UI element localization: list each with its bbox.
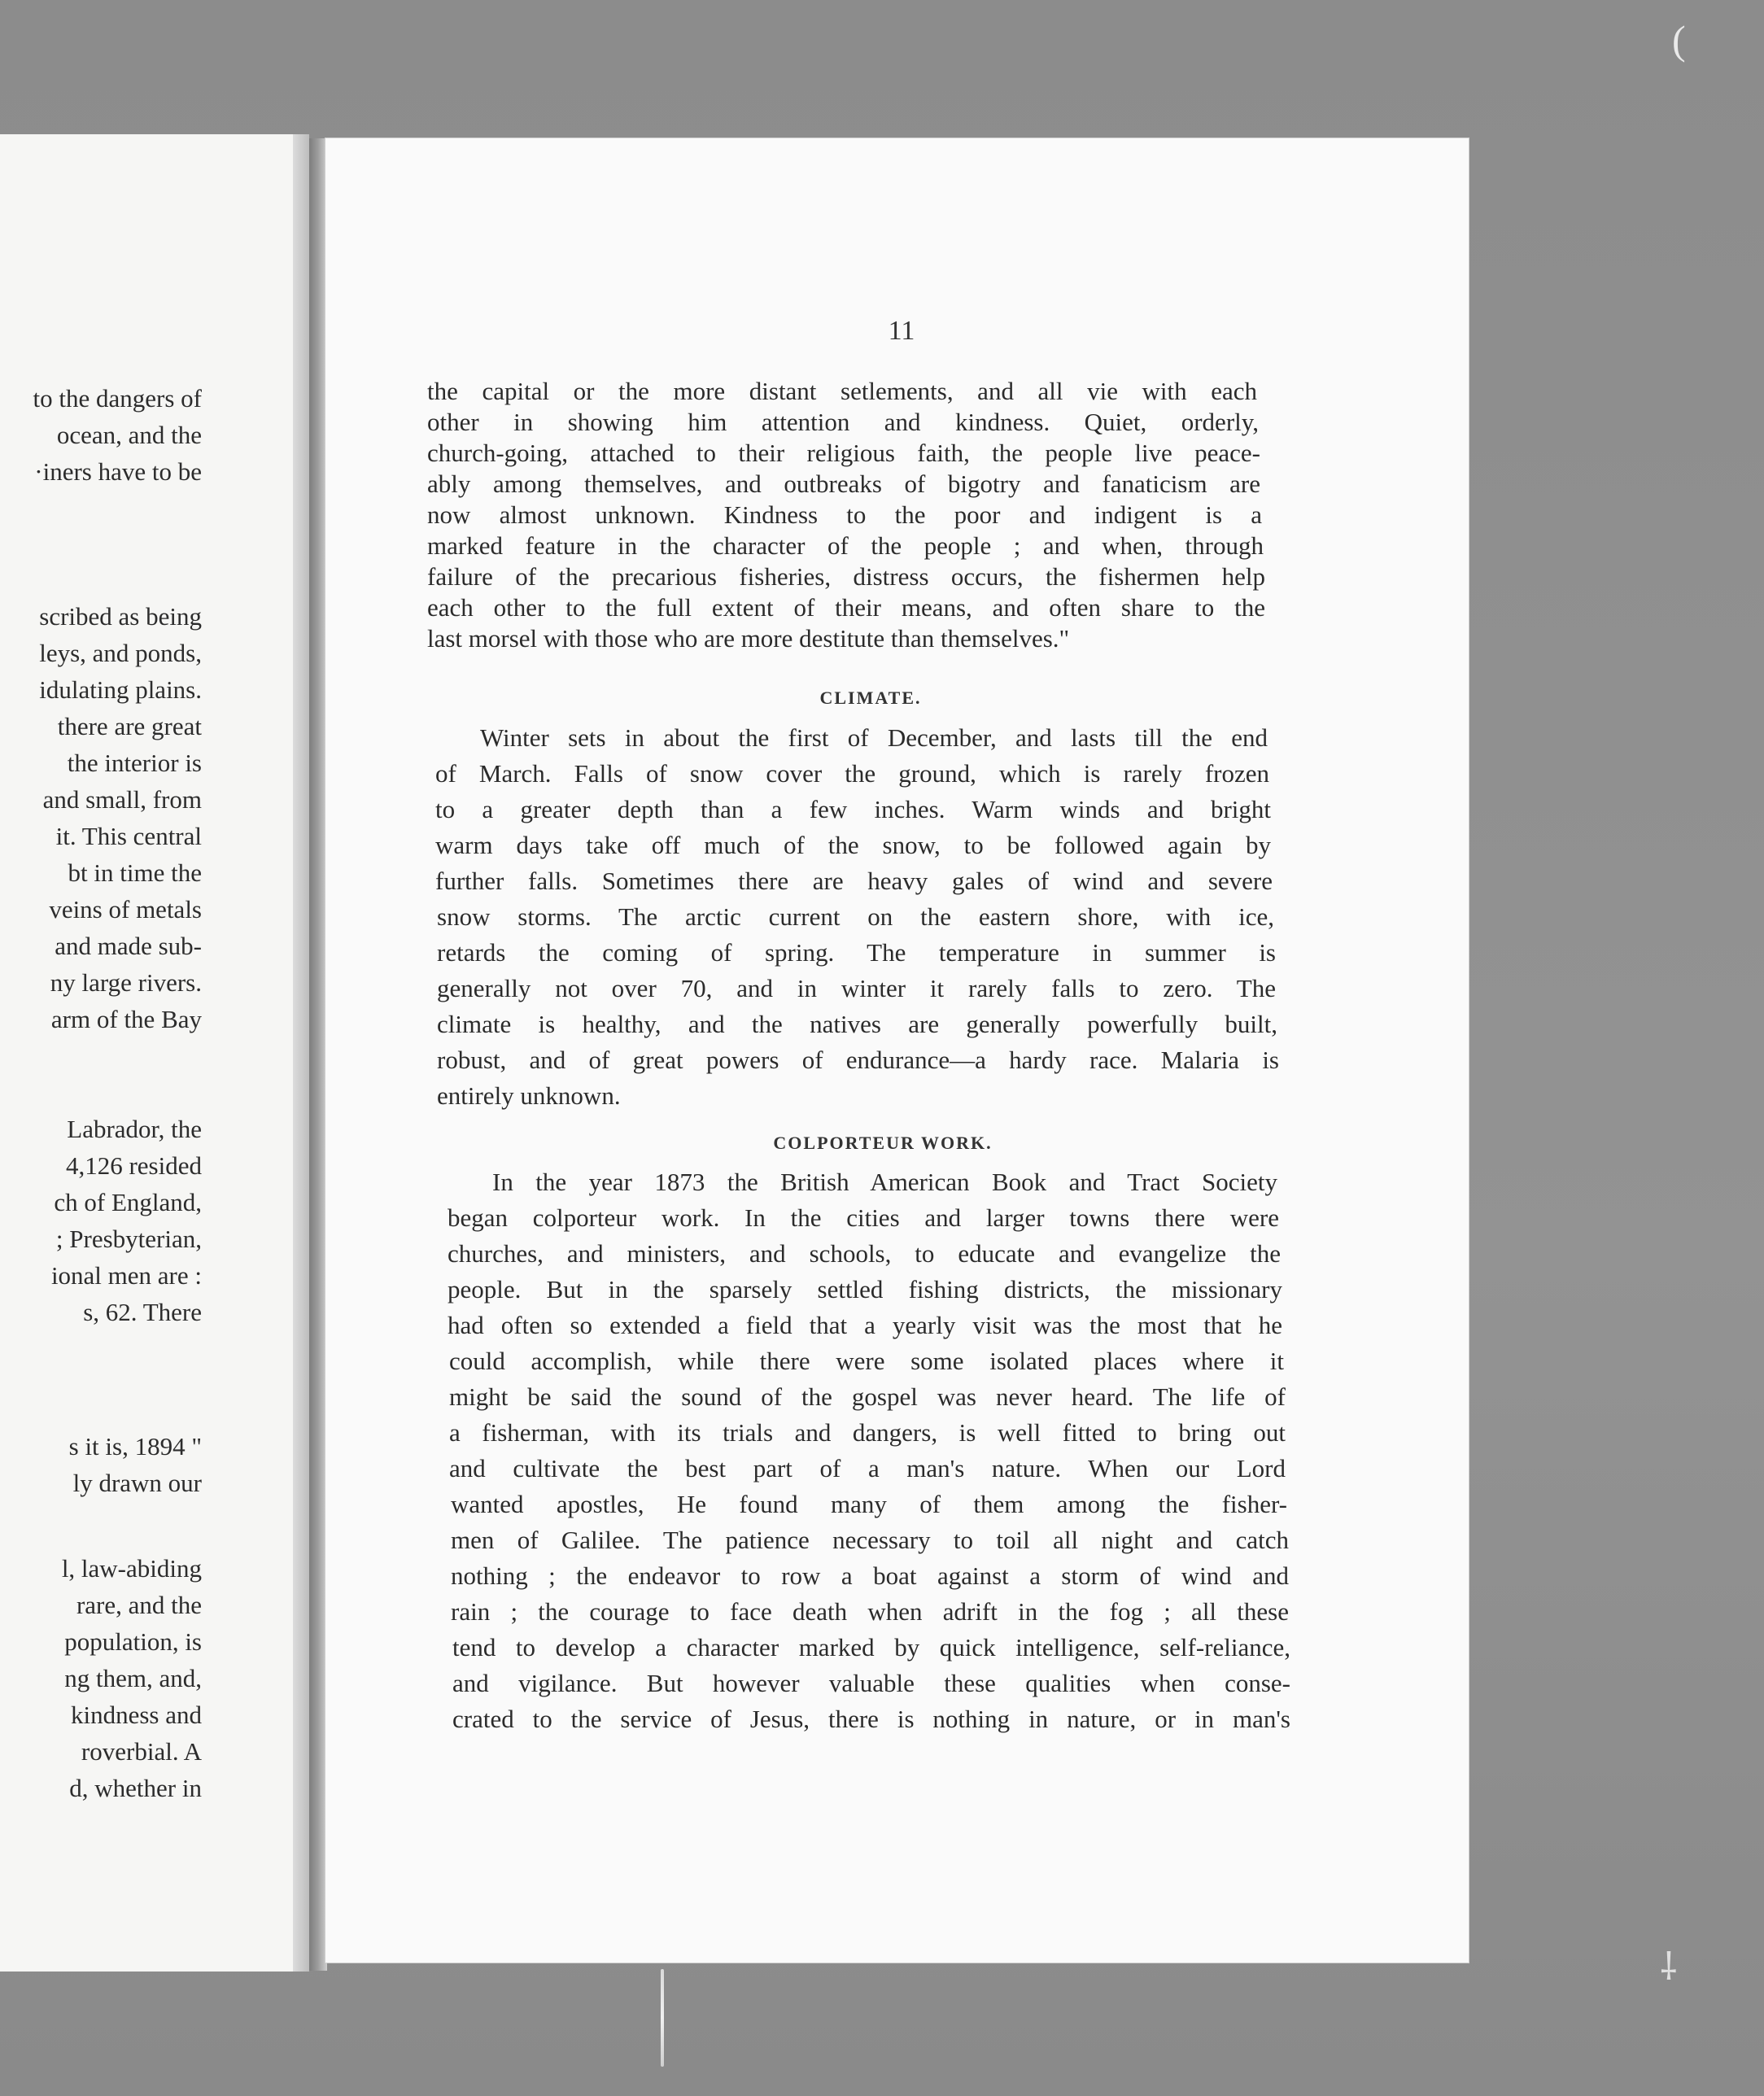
left-page-line: ny large rivers. [50, 968, 202, 997]
text-line: could accomplish, while there were some isolated places where it [449, 1347, 1284, 1375]
text-line: ably among themselves, and outbreaks of bigotry and fanaticism are [427, 469, 1260, 498]
left-page-line: Labrador, the [67, 1115, 202, 1143]
text-line: each other to the full extent of their means, and often share to the [427, 593, 1265, 622]
left-page-line: l, law-abiding [61, 1554, 202, 1583]
text-line: nothing ; the endeavor to row a boat against a storm of wind and [451, 1561, 1289, 1590]
left-page-line: roverbial. A [81, 1737, 202, 1766]
text-line: began colporteur work. In the cities and larger towns there were [448, 1203, 1279, 1232]
left-page-line: ; Presbyterian, [55, 1225, 202, 1253]
left-page [0, 134, 309, 1972]
left-page-line: rare, and the [76, 1591, 202, 1619]
text-line: climate is healthy, and the natives are generally powerfully built, [437, 1010, 1277, 1038]
left-page-line: and small, from [42, 785, 202, 814]
left-page-line: s, 62. There [83, 1298, 202, 1326]
scan-artifact-mark: ( [1672, 17, 1686, 63]
text-line: churches, and ministers, and schools, to educate and evangelize the [448, 1239, 1281, 1268]
book-gutter [309, 138, 327, 1971]
left-page-line: ly drawn our [72, 1469, 202, 1497]
section-heading-colporteur-work: COLPORTEUR WORK. [773, 1133, 993, 1153]
left-page-line: arm of the Bay [50, 1005, 202, 1033]
text-line: and cultivate the best part of a man's nature. When our Lord [449, 1454, 1286, 1482]
text-line: a fisherman, with its trials and dangers, is well fitted to bring out [449, 1418, 1286, 1447]
text-line: failure of the precarious fisheries, distress occurs, the fishermen help [427, 562, 1265, 591]
left-page-edge [293, 134, 309, 1972]
text-line: Winter sets in about the first of December, and lasts till the end [480, 723, 1268, 752]
text-line: snow storms. The arctic current on the eastern shore, with ice, [437, 902, 1274, 931]
left-page-line: bt in time the [68, 858, 202, 887]
text-line: entirely unknown. [437, 1081, 621, 1110]
left-page-line: ·iners have to be [34, 457, 202, 486]
text-line: further falls. Sometimes there are heavy gales of wind and severe [435, 867, 1273, 895]
text-line: now almost unknown. Kindness to the poor and indigent is a [427, 500, 1262, 529]
left-page-line: ch of England, [54, 1188, 202, 1216]
left-page-line: scribed as being [39, 602, 202, 631]
text-line: had often so extended a field that a yearly visit was the most that he [448, 1311, 1282, 1339]
text-line: wanted apostles, He found many of them among the fisher- [451, 1490, 1287, 1518]
text-line: and vigilance. But however valuable these qualities when conse- [452, 1669, 1290, 1697]
text-line: crated to the service of Jesus, there is nothing in nature, or in man's [452, 1705, 1290, 1733]
section-heading-climate: CLIMATE. [819, 688, 922, 708]
right-page [325, 138, 1469, 1963]
text-line: the capital or the more distant setlements, and all vie with each [427, 377, 1257, 405]
text-line: In the year 1873 the British American Book and Tract Society [492, 1168, 1277, 1196]
left-page-line: ocean, and the [56, 421, 202, 449]
left-page-line: to the dangers of [33, 384, 202, 413]
left-page-line: veins of metals [49, 895, 202, 924]
text-line: tend to develop a character marked by quick intelligence, self-reliance, [452, 1633, 1290, 1662]
text-line: generally not over 70, and in winter it rarely falls to zero. The [437, 974, 1276, 1002]
scan-artifact-mark: ⸸ [1660, 1946, 1678, 1988]
left-page-line: s it is, 1894 " [68, 1432, 202, 1461]
left-page-line: there are great [57, 712, 202, 740]
left-page-line: leys, and ponds, [39, 639, 202, 667]
page-number: 11 [888, 316, 915, 346]
text-line: rain ; the courage to face death when adrift in the fog ; all these [451, 1597, 1289, 1626]
text-line: other in showing him attention and kindness. Quiet, orderly, [427, 408, 1259, 436]
left-page-line: ional men are : [50, 1261, 202, 1290]
left-page-line: ng them, and, [64, 1664, 202, 1692]
text-line: retards the coming of spring. The temperature in summer is [437, 938, 1276, 967]
text-line: last morsel with those who are more destitute than themselves." [427, 624, 1070, 653]
left-page-line: the interior is [67, 749, 202, 777]
text-line: warm days take off much of the snow, to be followed again by [435, 831, 1271, 859]
text-line: marked feature in the character of the people ; and when, through [427, 531, 1264, 560]
scan-artifact-stem [661, 1969, 664, 2067]
left-page-line: idulating plains. [39, 675, 202, 704]
text-line: men of Galilee. The patience necessary to toil all night and catch [451, 1526, 1289, 1554]
text-line: to a greater depth than a few inches. Warm winds and bright [435, 795, 1271, 823]
text-line: might be said the sound of the gospel was never heard. The life of [449, 1382, 1286, 1411]
left-page-line: d, whether in [69, 1774, 202, 1802]
text-line: people. But in the sparsely settled fishing districts, the missionary [448, 1275, 1282, 1303]
left-page-line: population, is [64, 1627, 202, 1656]
text-line: church-going, attached to their religious faith, the people live peace- [427, 439, 1260, 467]
left-page-line: kindness and [70, 1701, 202, 1729]
left-page-line: it. This central [55, 822, 202, 850]
text-line: of March. Falls of snow cover the ground, which is rarely frozen [435, 759, 1269, 788]
left-page-line: and made sub- [55, 932, 202, 960]
text-line: robust, and of great powers of endurance—a hardy race. Malaria is [437, 1046, 1279, 1074]
left-page-line: 4,126 resided [65, 1151, 202, 1180]
